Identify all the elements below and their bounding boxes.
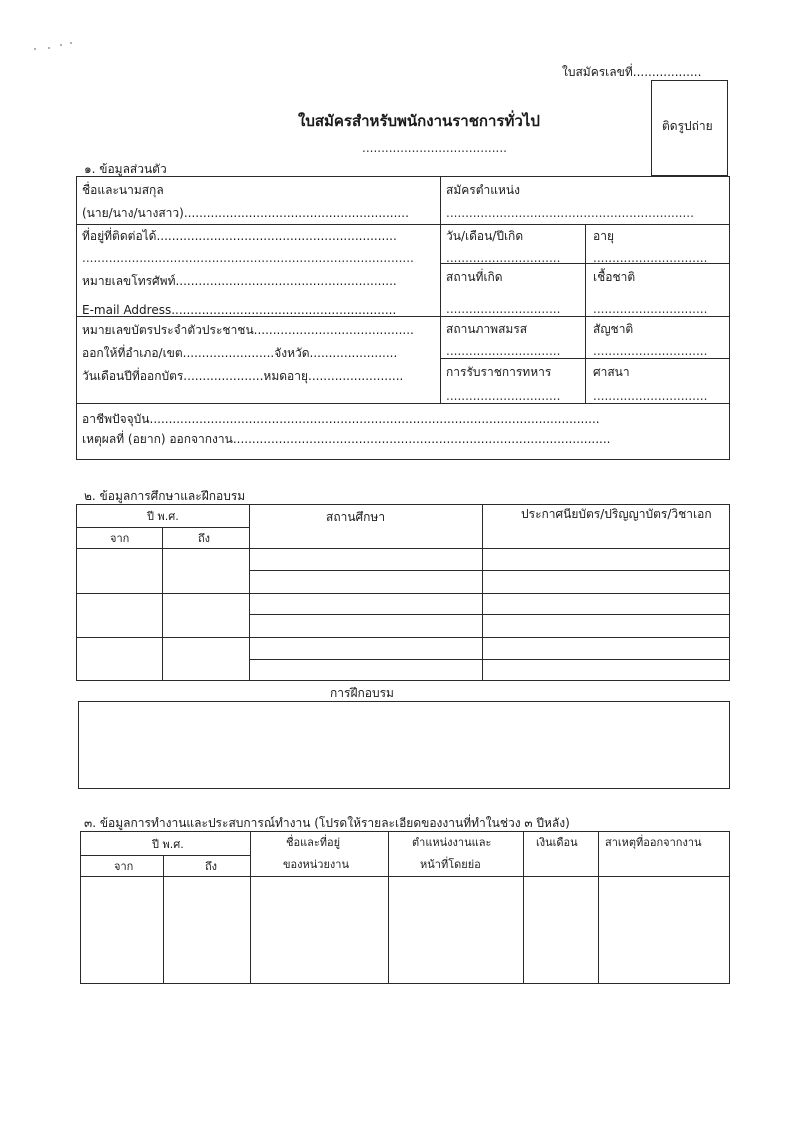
work-col-from: จาก bbox=[114, 860, 134, 873]
row-divider bbox=[76, 224, 730, 225]
work-col-salary: เงินเดือน bbox=[536, 836, 578, 849]
military-label: การรับราชการทหาร bbox=[446, 365, 552, 379]
work-col-position-line1: ตำแหน่งงานและ bbox=[412, 836, 492, 849]
edu-col-to: ถึง bbox=[198, 532, 211, 545]
col-divider bbox=[523, 831, 524, 984]
col-divider bbox=[598, 831, 599, 984]
nationality-label: สัญชาติ bbox=[593, 322, 634, 336]
edu-col-from: จาก bbox=[110, 532, 130, 545]
position-label: สมัครตำแหน่ง bbox=[446, 183, 520, 197]
race-label: เชื้อชาติ bbox=[593, 270, 636, 284]
work-col-reason: สาเหตุที่ออกจากงาน bbox=[605, 836, 702, 849]
row-divider bbox=[76, 637, 730, 638]
email-field[interactable]: E-mail Address........................................................... bbox=[82, 303, 397, 317]
col-divider bbox=[162, 527, 163, 681]
marital-label: สถานภาพสมรส bbox=[446, 322, 528, 336]
row-divider bbox=[76, 527, 249, 528]
address-field[interactable]: ที่อยู่ที่ติดต่อได้............................................................... bbox=[82, 229, 397, 243]
name-label: ชื่อและนามสกุล bbox=[82, 183, 164, 197]
application-number[interactable]: ใบสมัครเลขที่.................. bbox=[562, 65, 702, 79]
row-divider bbox=[249, 570, 730, 571]
page-title: ใบสมัครสำหรับพนักงานราชการทั่วไป bbox=[298, 112, 540, 130]
training-label: การฝึกอบรม bbox=[330, 686, 394, 700]
col-divider bbox=[163, 855, 164, 984]
section2-heading: ๒. ข้อมูลการศึกษาและฝึกอบรม bbox=[84, 489, 246, 503]
work-col-org-line1: ชื่อและที่อยู่ bbox=[286, 836, 341, 849]
issue-date-field[interactable]: วันเดือนปีที่ออกบัตร.....................หมดอายุ......................... bbox=[82, 369, 404, 383]
occupation-field[interactable]: อาชีพปัจจุบัน...................................................................................................................... bbox=[82, 412, 600, 426]
issued-at-field[interactable]: ออกให้ที่อำเภอ/เขต........................จังหวัด....................... bbox=[82, 346, 398, 360]
edu-col-institution: สถานศึกษา bbox=[326, 510, 386, 524]
row-divider bbox=[76, 403, 730, 404]
religion-field[interactable]: .............................. bbox=[593, 389, 708, 403]
row-divider bbox=[249, 659, 730, 660]
age-label: อายุ bbox=[593, 229, 614, 243]
section1-heading: ๑. ข้อมูลส่วนตัว bbox=[84, 162, 167, 176]
row-divider bbox=[249, 614, 730, 615]
work-col-to: ถึง bbox=[205, 860, 218, 873]
dob-field[interactable]: .............................. bbox=[446, 251, 561, 265]
title-dots: ...................................... bbox=[362, 141, 507, 155]
leave-reason-field[interactable]: เหตุผลที่ (อยาก) ออกจากงาน................................................................................................... bbox=[82, 432, 611, 446]
col-divider bbox=[388, 831, 389, 984]
col-divider bbox=[585, 224, 586, 403]
edu-col-degree: ประกาศนียบัตร/ปริญญาบัตร/วิชาเอก bbox=[521, 507, 712, 521]
birthplace-label: สถานที่เกิด bbox=[446, 270, 503, 284]
col-divider bbox=[250, 831, 251, 984]
position-field[interactable]: ................................................................. bbox=[446, 206, 694, 220]
address-line2-field[interactable]: ....................................................................................... bbox=[82, 251, 414, 265]
work-col-org-line2: ของหน่วยงาน bbox=[283, 858, 349, 871]
edu-col-year: ปี พ.ศ. bbox=[147, 510, 179, 523]
row-divider bbox=[80, 855, 250, 856]
phone-field[interactable]: หมายเลขโทรศัพท์.......................................................... bbox=[82, 274, 397, 288]
military-field[interactable]: .............................. bbox=[446, 389, 561, 403]
religion-label: ศาสนา bbox=[593, 365, 630, 379]
idcard-field[interactable]: หมายเลขบัตรประจำตัวประชาชน.......................................... bbox=[82, 323, 414, 337]
marital-field[interactable]: .............................. bbox=[446, 344, 561, 358]
col-divider bbox=[440, 176, 441, 403]
photo-box-label: ติดรูปถ่าย bbox=[662, 119, 713, 133]
work-table bbox=[80, 831, 730, 984]
section3-heading: ๓. ข้อมูลการทำงานและประสบการณ์ทำงาน (โปรดให้รายละเอียดของงานที่ทำในช่วง ๓ ปีหลัง) bbox=[84, 816, 570, 830]
photo-box bbox=[651, 80, 728, 176]
birthplace-field[interactable]: .............................. bbox=[446, 302, 561, 316]
row-divider bbox=[76, 548, 730, 549]
work-col-position-line2: หน้าที่โดยย่อ bbox=[420, 858, 481, 871]
race-field[interactable]: .............................. bbox=[593, 302, 708, 316]
dob-label: วัน/เดือน/ปีเกิด bbox=[446, 229, 524, 243]
age-field[interactable]: .............................. bbox=[593, 251, 708, 265]
name-prefix-field[interactable]: (นาย/นาง/นางสาว)........................................................... bbox=[82, 206, 409, 220]
row-divider bbox=[76, 593, 730, 594]
work-col-year: ปี พ.ศ. bbox=[152, 838, 184, 851]
nationality-field[interactable]: .............................. bbox=[593, 344, 708, 358]
row-divider bbox=[80, 876, 730, 877]
training-box[interactable] bbox=[78, 701, 730, 789]
